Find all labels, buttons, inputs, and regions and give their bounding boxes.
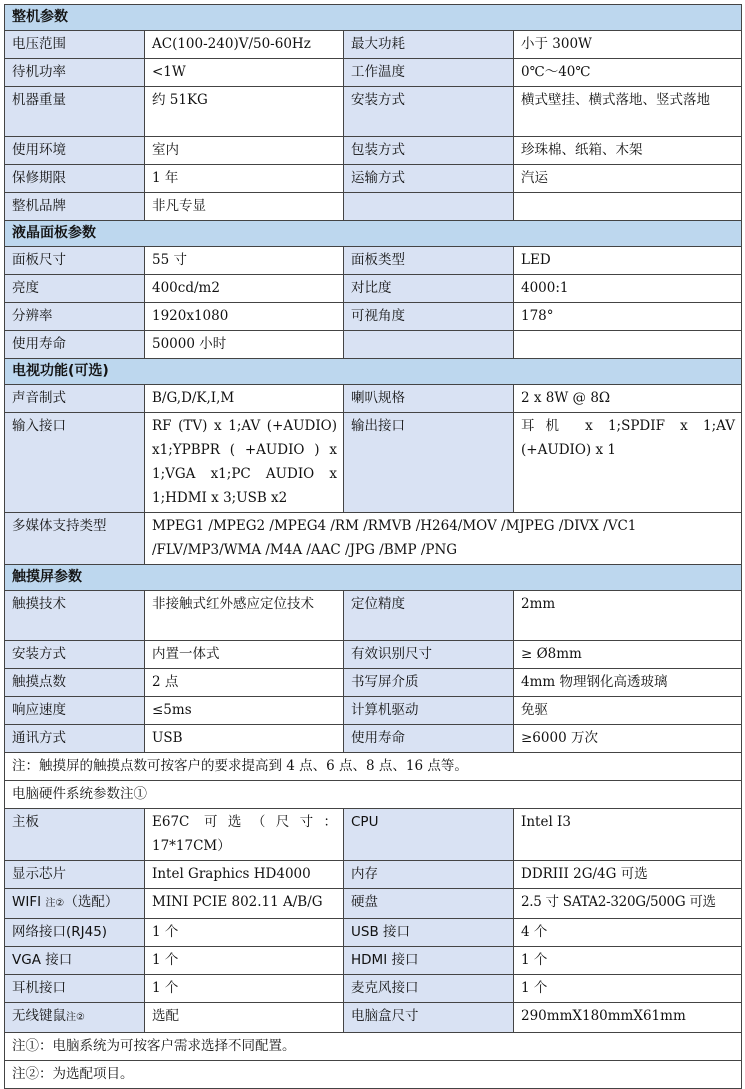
table-row — [5, 31, 742, 59]
table-row — [5, 861, 742, 889]
weight-label: 机器重量 — [5, 87, 145, 137]
env-label: 使用环境 — [5, 137, 145, 165]
vga-label: VGA 接口 — [5, 947, 145, 975]
kb-label: 无线键鼠 — [12, 1008, 66, 1024]
comm-label: 通讯方式 — [5, 725, 145, 753]
box-size-label: 电脑盒尺寸 — [344, 1003, 514, 1033]
medium-label: 书写屏介质 — [344, 669, 514, 697]
resolution-label: 分辨率 — [5, 303, 145, 331]
table-row — [5, 809, 742, 861]
pc-note-2: 注②：为选配项目。 — [5, 1061, 742, 1089]
note-row — [5, 753, 742, 781]
section-row — [5, 221, 742, 247]
resolution-value: 1920x1080 — [145, 303, 344, 331]
env-value: 室内 — [145, 137, 344, 165]
view-angle-value: 178° — [514, 303, 742, 331]
touch-points-label: 触摸点数 — [5, 669, 145, 697]
touch-life-label: 使用寿命 — [344, 725, 514, 753]
panel-type-label: 面板类型 — [344, 247, 514, 275]
view-angle-label: 可视角度 — [344, 303, 514, 331]
board-value: E67C 可选（尺寸：17*17CM） — [145, 809, 344, 861]
media-label: 多媒体支持类型 — [5, 513, 145, 565]
empty-cell — [514, 331, 742, 359]
kb-label-cell — [5, 1003, 145, 1033]
table-row — [5, 725, 742, 753]
table-row — [5, 193, 742, 221]
response-label: 响应速度 — [5, 697, 145, 725]
voltage-value: AC(100-240)V/50-60Hz — [145, 31, 344, 59]
gpu-label: 显示芯片 — [5, 861, 145, 889]
comm-value: USB — [145, 725, 344, 753]
wifi-label: WIFI — [12, 894, 42, 910]
table-row — [5, 591, 742, 641]
hdmi-label: HDMI 接口 — [344, 947, 514, 975]
table-row — [5, 165, 742, 193]
note-row — [5, 781, 742, 809]
table-row — [5, 247, 742, 275]
empty-cell — [344, 193, 514, 221]
box-size-value: 290mmX180mmX61mm — [514, 1003, 742, 1033]
kb-note-mark: 注② — [66, 1012, 85, 1023]
touch-tech-label: 触摸技术 — [5, 591, 145, 641]
media-value: MPEG1 /MPEG2 /MPEG4 /RM /RMVB /H264/MOV /MJPEG /DIVX /VC1 /FLV/MP3/WMA /M4A /AAC /JPG /BMP /PNG — [145, 513, 742, 565]
driver-label: 计算机驱动 — [344, 697, 514, 725]
touch-life-value: ≥6000 万次 — [514, 725, 742, 753]
speaker-label: 喇叭规格 — [344, 385, 514, 413]
section-title-lcd: 液晶面板参数 — [5, 221, 742, 247]
gpu-value: Intel Graphics HD4000 — [145, 861, 344, 889]
driver-value: 免驱 — [514, 697, 742, 725]
table-row — [5, 889, 742, 919]
min-size-label: 有效识别尺寸 — [344, 641, 514, 669]
touch-points-value: 2 点 — [145, 669, 344, 697]
panel-life-value: 50000 小时 — [145, 331, 344, 359]
section-row — [5, 565, 742, 591]
section-row — [5, 5, 742, 31]
lan-label: 网络接口(RJ45) — [5, 919, 145, 947]
input-ports-value: RF (TV) x 1;AV (+AUDIO) x1;YPBPR ( +AUDIO ) x 1;VGA x1;PC AUDIO x 1;HDMI x 3;USB x2 — [145, 413, 344, 513]
speaker-value: 2 x 8W @ 8Ω — [514, 385, 742, 413]
table-row — [5, 641, 742, 669]
panel-size-label: 面板尺寸 — [5, 247, 145, 275]
table-row — [5, 87, 742, 137]
transport-label: 运输方式 — [344, 165, 514, 193]
table-row — [5, 1003, 742, 1033]
section-title-tv: 电视功能(可选) — [5, 359, 742, 385]
note-row — [5, 1061, 742, 1089]
touch-tech-value: 非接触式红外感应定位技术 — [145, 591, 344, 641]
output-ports-value: 耳机 x 1;SPDIF x 1;AV (+AUDIO) x 1 — [514, 413, 742, 513]
standby-value: <1W — [145, 59, 344, 87]
ram-label: 内存 — [344, 861, 514, 889]
disk-value: 2.5 寸 SATA2-320G/500G 可选 — [514, 889, 742, 919]
touch-note: 注：触摸屏的触摸点数可按客户的要求提高到 4 点、6 点、8 点、16 点等。 — [5, 753, 742, 781]
board-label: 主板 — [5, 809, 145, 861]
install-value: 横式壁挂、横式落地、竖式落地 — [514, 87, 742, 137]
max-power-value: 小于 300W — [514, 31, 742, 59]
table-row — [5, 697, 742, 725]
earphone-label: 耳机接口 — [5, 975, 145, 1003]
standby-label: 待机功率 — [5, 59, 145, 87]
kb-value: 选配 — [145, 1003, 344, 1033]
medium-value: 4mm 物理钢化高透玻璃 — [514, 669, 742, 697]
sound-value: B/G,D/K,I,M — [145, 385, 344, 413]
section-row — [5, 359, 742, 385]
contrast-label: 对比度 — [344, 275, 514, 303]
table-row — [5, 59, 742, 87]
mic-value: 1 个 — [514, 975, 742, 1003]
table-row — [5, 331, 742, 359]
empty-cell — [344, 331, 514, 359]
touch-install-label: 安装方式 — [5, 641, 145, 669]
wifi-suffix: （选配） — [64, 894, 119, 910]
ram-value: DDRIII 2G/4G 可选 — [514, 861, 742, 889]
package-value: 珍珠棉、纸箱、木架 — [514, 137, 742, 165]
table-row — [5, 275, 742, 303]
empty-cell — [514, 193, 742, 221]
package-label: 包装方式 — [344, 137, 514, 165]
transport-value: 汽运 — [514, 165, 742, 193]
table-row — [5, 513, 742, 565]
section-title-touch: 触摸屏参数 — [5, 565, 742, 591]
cpu-value: Intel I3 — [514, 809, 742, 861]
table-row — [5, 975, 742, 1003]
section-title-machine: 整机参数 — [5, 5, 742, 31]
table-row — [5, 919, 742, 947]
min-size-value: ≥ Ø8mm — [514, 641, 742, 669]
contrast-value: 4000:1 — [514, 275, 742, 303]
touch-install-value: 内置一体式 — [145, 641, 344, 669]
mic-label: 麦克风接口 — [344, 975, 514, 1003]
weight-value: 约 51KG — [145, 87, 344, 137]
max-power-label: 最大功耗 — [344, 31, 514, 59]
table-row — [5, 303, 742, 331]
precision-label: 定位精度 — [344, 591, 514, 641]
table-row — [5, 137, 742, 165]
panel-size-value: 55 寸 — [145, 247, 344, 275]
panel-type-value: LED — [514, 247, 742, 275]
brand-label: 整机品牌 — [5, 193, 145, 221]
note-row — [5, 1033, 742, 1061]
response-value: ≤5ms — [145, 697, 344, 725]
wifi-note-mark: 注② — [45, 898, 65, 909]
temp-label: 工作温度 — [344, 59, 514, 87]
wifi-label-cell — [5, 889, 145, 919]
panel-life-label: 使用寿命 — [5, 331, 145, 359]
pc-heading: 电脑硬件系统参数注① — [5, 781, 742, 809]
hdmi-value: 1 个 — [514, 947, 742, 975]
output-ports-label: 输出接口 — [344, 413, 514, 513]
warranty-value: 1 年 — [145, 165, 344, 193]
lan-value: 1 个 — [145, 919, 344, 947]
precision-value: 2mm — [514, 591, 742, 641]
brightness-label: 亮度 — [5, 275, 145, 303]
pc-note-1: 注①：电脑系统为可按客户需求选择不同配置。 — [5, 1033, 742, 1061]
wifi-value: MINI PCIE 802.11 A/B/G — [145, 889, 344, 919]
brightness-value: 400cd/m2 — [145, 275, 344, 303]
table-row — [5, 385, 742, 413]
table-row — [5, 669, 742, 697]
cpu-label: CPU — [344, 809, 514, 861]
disk-label: 硬盘 — [344, 889, 514, 919]
temp-value: 0℃～40℃ — [514, 59, 742, 87]
brand-value: 非凡专显 — [145, 193, 344, 221]
usb-label: USB 接口 — [344, 919, 514, 947]
spec-table — [4, 4, 742, 1089]
table-row — [5, 413, 742, 513]
vga-value: 1 个 — [145, 947, 344, 975]
install-label: 安装方式 — [344, 87, 514, 137]
voltage-label: 电压范围 — [5, 31, 145, 59]
warranty-label: 保修期限 — [5, 165, 145, 193]
earphone-value: 1 个 — [145, 975, 344, 1003]
table-row — [5, 947, 742, 975]
usb-value: 4 个 — [514, 919, 742, 947]
sound-label: 声音制式 — [5, 385, 145, 413]
input-ports-label: 输入接口 — [5, 413, 145, 513]
